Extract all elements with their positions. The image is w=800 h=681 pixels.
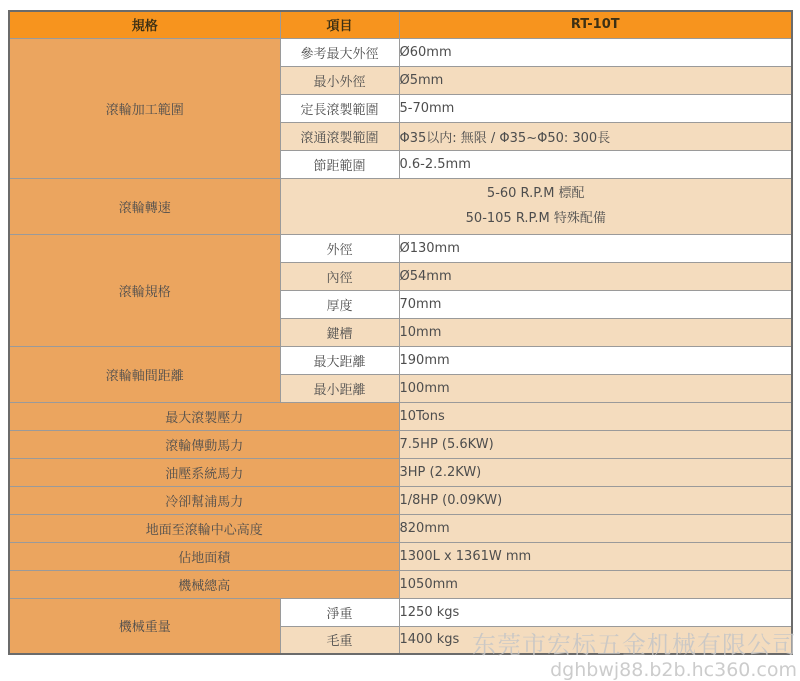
table-row <box>9 38 792 66</box>
spec-label-hydraulic-power: 油壓系統馬力 <box>9 458 399 486</box>
item-label-cell: 節距範圍 <box>280 150 399 178</box>
spec-table <box>8 10 793 655</box>
roller-speed-special: 50-105 R.P.M 特殊配備 <box>465 211 606 226</box>
spec-label-floor-to-roller-center: 地面至滾輪中心高度 <box>9 514 399 542</box>
table-row <box>9 234 792 262</box>
spec-group-roller-speed: 滾輪轉速 <box>9 178 280 234</box>
spec-label-roller-drive-power: 滾輪傳動馬力 <box>9 430 399 458</box>
spec-label-max-rolling-pressure: 最大滾製壓力 <box>9 402 399 430</box>
table-header-row <box>9 11 792 38</box>
item-value-cell: 190mm <box>399 346 792 374</box>
table-row <box>9 402 792 430</box>
spec-label-coolant-pump-power: 冷卻幫浦馬力 <box>9 486 399 514</box>
item-value-cell: 5-70mm <box>399 94 792 122</box>
item-value-cell: Ø60mm <box>399 38 792 66</box>
item-value-cell: 3HP (2.2KW) <box>399 458 792 486</box>
watermark-url: dghbwj88.b2b.hc360.com <box>550 659 797 681</box>
header-spec-column: 規格 <box>9 11 280 38</box>
item-value-cell: 820mm <box>399 514 792 542</box>
table-row <box>9 458 792 486</box>
item-label-cell: 最小外徑 <box>280 66 399 94</box>
item-label-cell: 最大距離 <box>280 346 399 374</box>
item-value-cell: Ø5mm <box>399 66 792 94</box>
item-label-cell: 最小距離 <box>280 374 399 402</box>
header-item-column: 項目 <box>280 11 399 38</box>
spec-group-roller-spec: 滾輪規格 <box>9 234 280 346</box>
item-label-cell: 參考最大外徑 <box>280 38 399 66</box>
item-value-cell: 70mm <box>399 290 792 318</box>
item-value-cell: 7.5HP (5.6KW) <box>399 430 792 458</box>
table-row <box>9 486 792 514</box>
item-label-cell: 厚度 <box>280 290 399 318</box>
spec-label-machine-height: 機械總高 <box>9 570 399 598</box>
roller-speed-standard: 5-60 R.P.M 標配 <box>486 186 585 201</box>
item-value-cell: 1400 kgs <box>399 626 792 654</box>
table-row <box>9 570 792 598</box>
item-value-cell: 1250 kgs <box>399 598 792 626</box>
spec-group-processing-range: 滾輪加工範圍 <box>9 38 280 178</box>
table-row <box>9 598 792 626</box>
item-value-cell: 10Tons <box>399 402 792 430</box>
item-label-cell: 滾通滾製範圍 <box>280 122 399 150</box>
table-row <box>9 514 792 542</box>
item-value-cell: Ø130mm <box>399 234 792 262</box>
item-label-cell: 毛重 <box>280 626 399 654</box>
item-value-cell: Φ35以内: 無限 / Φ35~Φ50: 300長 <box>399 122 792 150</box>
item-label-cell: 定長滾製範圍 <box>280 94 399 122</box>
spec-label-floor-space: 佔地面積 <box>9 542 399 570</box>
table-row <box>9 542 792 570</box>
spec-group-axle-distance: 滾輪軸間距離 <box>9 346 280 402</box>
table-row <box>9 346 792 374</box>
watermark-company-name: 东莞市宏标五金机械有限公司 <box>472 631 797 659</box>
item-value-cell: 100mm <box>399 374 792 402</box>
item-label-cell: 淨重 <box>280 598 399 626</box>
roller-speed-value-cell <box>280 178 792 234</box>
item-value-cell: 1/8HP (0.09KW) <box>399 486 792 514</box>
item-value-cell: 10mm <box>399 318 792 346</box>
item-value-cell: 1050mm <box>399 570 792 598</box>
header-model-column: RT-10T <box>399 11 792 38</box>
item-value-cell: 0.6-2.5mm <box>399 150 792 178</box>
item-label-cell: 鍵槽 <box>280 318 399 346</box>
item-label-cell: 內徑 <box>280 262 399 290</box>
table-row <box>9 430 792 458</box>
item-label-cell: 外徑 <box>280 234 399 262</box>
item-value-cell: 1300L x 1361W mm <box>399 542 792 570</box>
item-value-cell: Ø54mm <box>399 262 792 290</box>
table-row <box>9 178 792 234</box>
spec-group-machine-weight: 機械重量 <box>9 598 280 654</box>
